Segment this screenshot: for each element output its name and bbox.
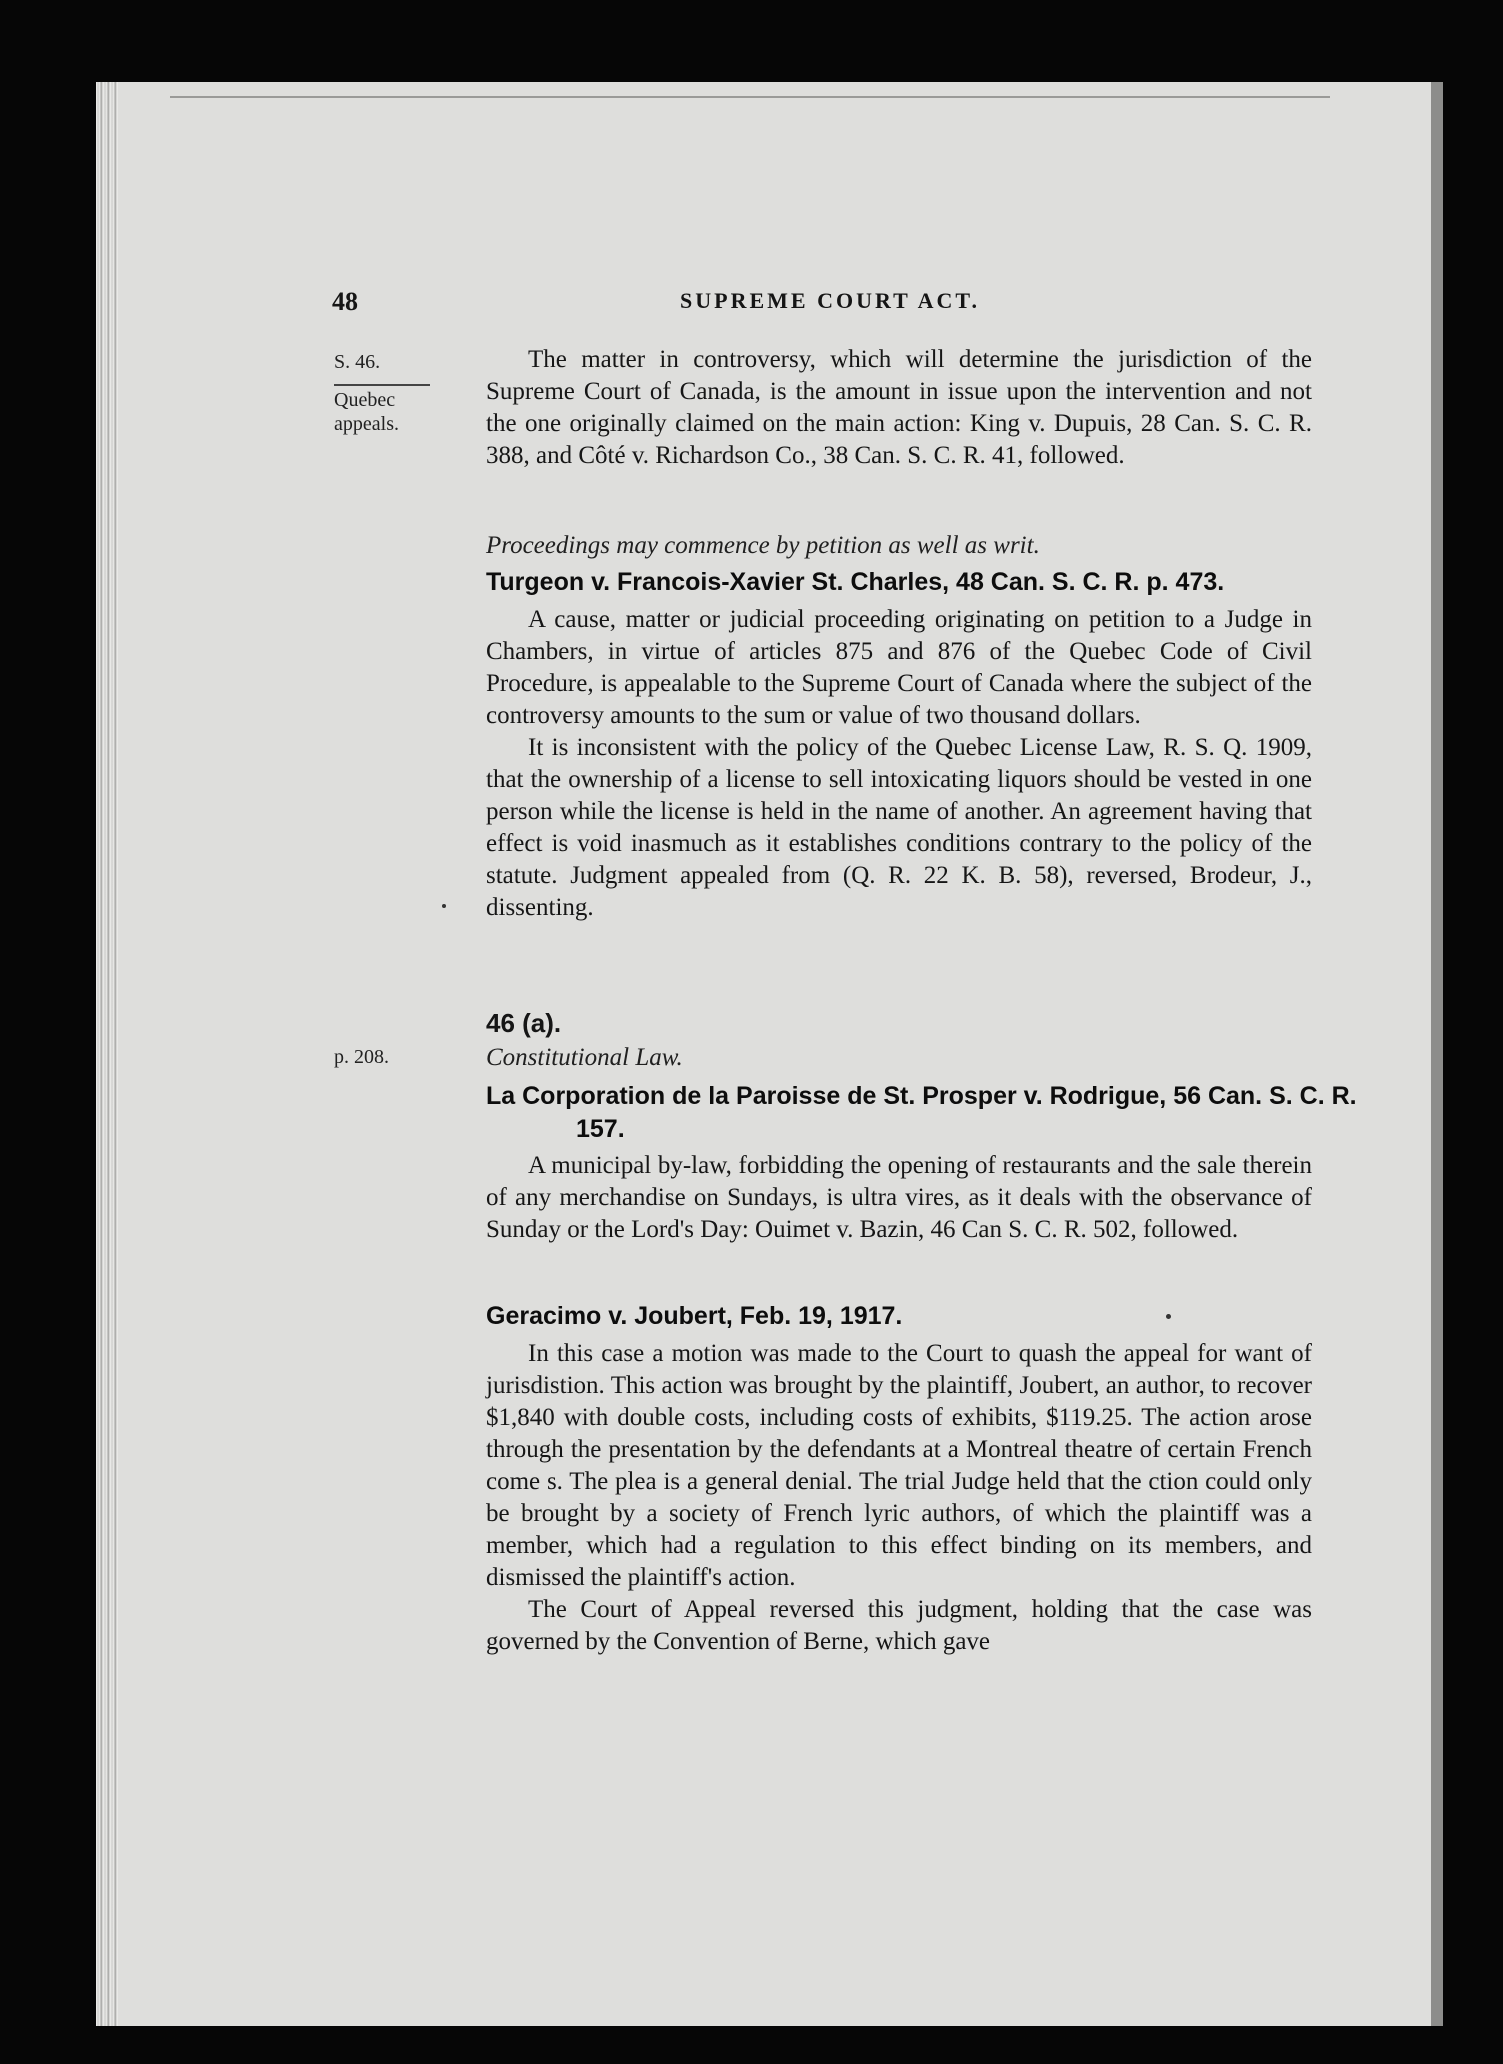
paragraph-text: The matter in controversy, which will determine the jurisdiction of the Supreme Court of Canada, is the amount in issue upon the intervention and not the one originally claimed on the main action: King v. Dupuis, 28 Can. S. C. R. 388, and Côté v. Richardson Co., 38 Can. S. C. R. 41, followed. (486, 346, 1312, 469)
top-rule (170, 96, 1330, 98)
case-title-turgeon: Turgeon v. Francois-Xavier St. Charles, 48 Can. S. C. R. p. 473. (486, 568, 1225, 596)
margin-note-topic-line2: appeals. (334, 413, 399, 435)
section-number: 46 (a). (486, 1008, 562, 1038)
page-number: 48 (332, 287, 358, 316)
case-title-geracimo: Geracimo v. Joubert, Feb. 19, 1917. (486, 1302, 903, 1330)
ink-speck (442, 904, 446, 908)
case-geracimo-paragraph-1: In this case a motion was made to the Court to quash the appeal for want of jurisdistion. This action was brought by the plaintiff, Joubert, an author, to recover $1,840 with double costs, including costs of exhibits, $119.25. The action arose through the presentation by the defendants at a Montreal theatre of certain French come s. The plea is a general denial. The trial Judge held that the ction could only be brought by a society of French lyric authors, of which the plaintiff was a member, which had a regulation to this effect binding on its members, and dismissed the plaintiff's action. (486, 1340, 1312, 1591)
margin-note-topic (334, 384, 430, 436)
margin-note-topic-line1: Quebec (334, 389, 396, 411)
page-gutter-shadow (1431, 82, 1443, 2026)
heading-proceedings: Proceedings may commence by petition as well as writ. (486, 532, 1040, 559)
case-geracimo-body (486, 1338, 1312, 1658)
case-st-prosper-paragraph: A municipal by-law, forbidding the opening of restaurants and the sale therein of any merchandise on Sundays, is ultra vires, as it deals with the observance of Sunday or the Lord's Day: Ouimet v. Bazin, 46 Can S. C. R. 502, followed. (486, 1152, 1312, 1243)
paragraph-jurisdiction (486, 344, 1312, 472)
case-st-prosper-body (486, 1150, 1312, 1246)
case-turgeon-paragraph-2: It is inconsistent with the policy of the Quebec License Law, R. S. Q. 1909, that the ownership of a license to sell intoxicating liquors should be vested in one person while the license is held in the name of another. An agreement having that effect is void inasmuch as it establishes conditions contrary to the policy of the statute. Judgment appealed from (Q. R. 22 K. B. 58), reversed, Brodeur, J., dissenting. (486, 734, 1312, 921)
case-geracimo-paragraph-2: The Court of Appeal reversed this judgment, holding that the case was governed by the Convention of Berne, which gave (486, 1596, 1312, 1655)
case-turgeon-body (486, 604, 1312, 924)
heading-constitutional-law: Constitutional Law. (486, 1044, 683, 1071)
running-head: SUPREME COURT ACT. (680, 288, 980, 313)
margin-note-section: S. 46. (334, 351, 381, 373)
case-title-st-prosper: La Corporation de la Paroisse de St. Prosper v. Rodrigue, 56 Can. S. C. R. 157. (486, 1082, 1357, 1143)
ink-speck (1166, 1314, 1171, 1319)
margin-note-page-ref: p. 208. (334, 1046, 389, 1068)
case-turgeon-paragraph-1: A cause, matter or judicial proceeding originating on petition to a Judge in Chambers, in virtue of articles 875 and 876 of the Quebec Code of Civil Procedure, is appealable to the Supreme Court of Canada where the subject of the controversy amounts to the sum or value of two thousand dollars. (486, 606, 1312, 729)
